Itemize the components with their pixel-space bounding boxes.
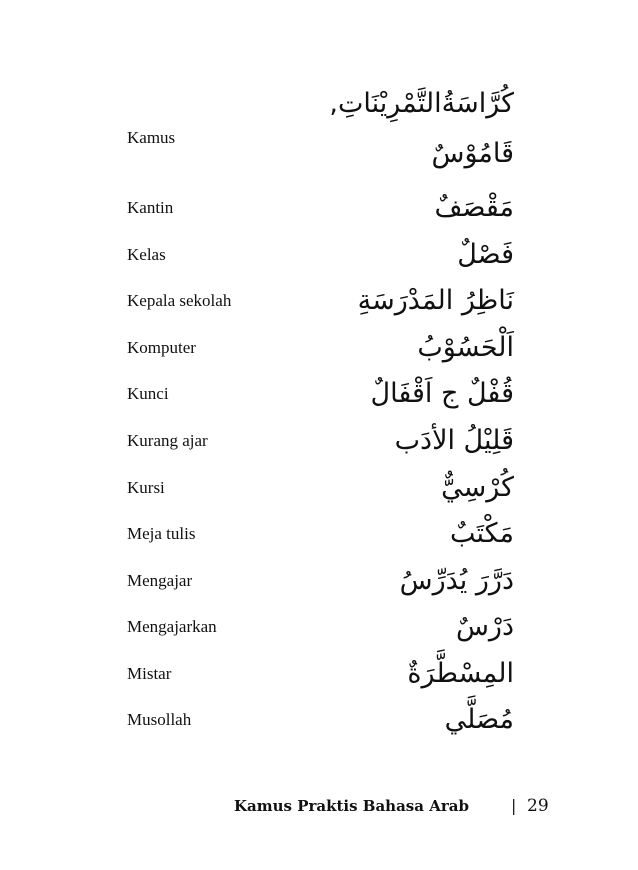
indonesian-term: Meja tulis [127,524,196,543]
indonesian-term: Mengajar [127,571,193,590]
indonesian-term: Kantin [127,198,174,217]
indonesian-term: Komputer [127,338,196,357]
indonesian-term: Kepala sekolah [127,291,232,310]
page-footer [0,794,638,818]
entry-row [0,700,638,740]
entry-row [0,374,638,414]
arabic-term: قَلِيْلُ الأدَب [394,425,514,456]
indonesian-term: Kunci [127,384,169,403]
entry-row [0,607,638,647]
arabic-term: كُرَّاسَةُالتَّمْرِيْنَاتِ, [329,88,514,119]
indonesian-term: Kelas [127,245,166,264]
indonesian-term: Mengajarkan [127,617,217,636]
arabic-term: دَرْسٌ [455,611,514,642]
entry-row [0,188,638,228]
entry-row [0,235,638,275]
arabic-term: مَكْتَبٌ [449,518,514,549]
indonesian-term: Musollah [127,710,192,729]
entry-row [0,654,638,694]
arabic-term: دَرَّرَ يُدَرِّسُ [399,565,514,596]
entry-row [0,514,638,554]
arabic-term: قُفْلٌ ج اَقْفَالٌ [370,378,514,409]
arabic-term: قَامُوْسٌ [431,138,514,169]
entry-row [0,328,638,368]
entry-row [0,468,638,508]
entry-row [0,421,638,461]
page-number: 29 [527,796,549,816]
indonesian-term: Kurang ajar [127,431,208,450]
arabic-term: مَقْصَفٌ [434,192,514,223]
arabic-term: اَلْحَسُوْبُ [417,332,514,363]
footer-separator: | [511,796,517,815]
arabic-term: كُرْسِيٌّ [441,472,514,503]
entry-row [0,118,638,169]
indonesian-term: Kursi [127,478,165,497]
indonesian-term: Kamus [127,128,176,147]
arabic-term: مُصَلَّي [444,704,514,735]
arabic-term: نَاظِرُ المَدْرَسَةِ [357,285,514,316]
entry-row [0,561,638,601]
book-title: Kamus Praktis Bahasa Arab [234,797,469,815]
entry-row [0,281,638,321]
indonesian-term: Mistar [127,664,172,683]
arabic-term: المِسْطَّرَةٌ [407,658,514,689]
arabic-term: فَصْلٌ [457,239,514,270]
